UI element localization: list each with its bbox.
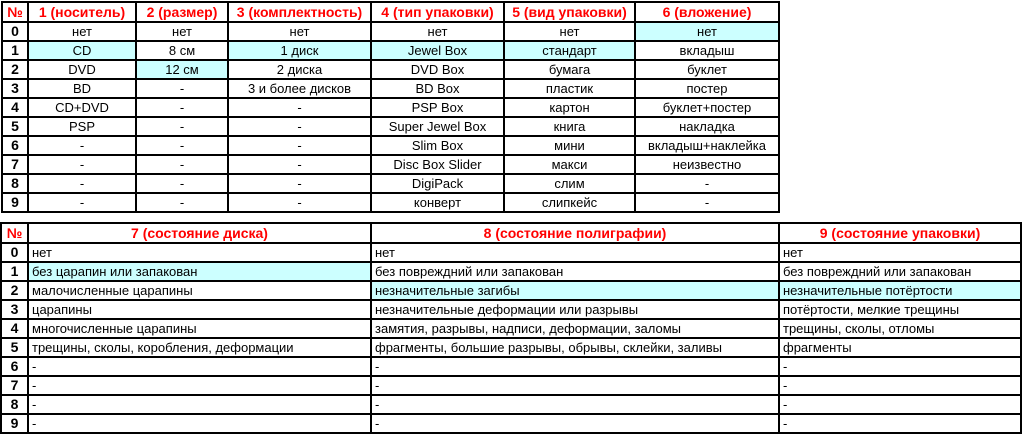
- cell: 3 и более дисков: [228, 79, 371, 98]
- cell: CD+DVD: [28, 98, 136, 117]
- table-row: [1, 376, 1021, 395]
- cell: -: [28, 395, 371, 414]
- cell: -: [779, 376, 1021, 395]
- row-number: 4: [2, 98, 28, 117]
- cell: -: [28, 155, 136, 174]
- column-header: 7 (состояние диска): [28, 223, 371, 243]
- cell: конверт: [371, 193, 504, 212]
- cell: -: [779, 414, 1021, 433]
- cell: слипкейс: [504, 193, 635, 212]
- column-header: 2 (размер): [136, 2, 228, 22]
- cell: слим: [504, 174, 635, 193]
- cell: макси: [504, 155, 635, 174]
- cell: нет: [779, 243, 1021, 262]
- media-codes-table: [1, 1, 780, 213]
- cell: BD Box: [371, 79, 504, 98]
- row-number: 2: [2, 60, 28, 79]
- row-number: 1: [1, 262, 28, 281]
- cell: -: [371, 395, 779, 414]
- row-number: 3: [2, 79, 28, 98]
- header-row: [1, 223, 1021, 243]
- cell: нет: [371, 22, 504, 41]
- cell: -: [779, 395, 1021, 414]
- highlighted-cell: CD: [28, 41, 136, 60]
- cell: -: [136, 79, 228, 98]
- row-number: 6: [1, 357, 28, 376]
- table-row: [2, 98, 779, 117]
- table-row: [2, 41, 779, 60]
- cell: -: [28, 376, 371, 395]
- cell: DVD: [28, 60, 136, 79]
- condition-codes-table-body: [1, 243, 1021, 433]
- cell: малочисленные царапины: [28, 281, 371, 300]
- cell: нет: [136, 22, 228, 41]
- cell: трещины, сколы, коробления, деформации: [28, 338, 371, 357]
- cell: трещины, сколы, отломы: [779, 319, 1021, 338]
- column-header: 6 (вложение): [635, 2, 779, 22]
- cell: 2 диска: [228, 60, 371, 79]
- table-row: [2, 79, 779, 98]
- cell: вкладыш: [635, 41, 779, 60]
- cell: -: [371, 357, 779, 376]
- cell: -: [136, 174, 228, 193]
- cell: -: [228, 174, 371, 193]
- condition-codes-table-header: [1, 223, 1021, 243]
- cell: -: [228, 136, 371, 155]
- cell: пластик: [504, 79, 635, 98]
- highlighted-cell: незначительные потёртости: [779, 281, 1021, 300]
- row-number: 5: [2, 117, 28, 136]
- cell: многочисленные царапины: [28, 319, 371, 338]
- cell: 8 см: [136, 41, 228, 60]
- row-number: 8: [1, 395, 28, 414]
- table-row: [1, 319, 1021, 338]
- cell: -: [228, 193, 371, 212]
- row-number: 7: [2, 155, 28, 174]
- cell: -: [371, 414, 779, 433]
- header-row: [2, 2, 779, 22]
- row-number: 0: [1, 243, 28, 262]
- table-row: [1, 357, 1021, 376]
- cell: -: [28, 174, 136, 193]
- cell: нет: [504, 22, 635, 41]
- row-number: 9: [1, 414, 28, 433]
- highlighted-cell: незначительные загибы: [371, 281, 779, 300]
- table-row: [2, 193, 779, 212]
- cell: бумага: [504, 60, 635, 79]
- row-number: 8: [2, 174, 28, 193]
- condition-codes-table: [0, 222, 1022, 434]
- cell: Slim Box: [371, 136, 504, 155]
- column-header: 1 (носитель): [28, 2, 136, 22]
- cell: без повреждний или запакован: [371, 262, 779, 281]
- cell: -: [28, 357, 371, 376]
- cell: накладка: [635, 117, 779, 136]
- cell: буклет+постер: [635, 98, 779, 117]
- cell: нет: [28, 22, 136, 41]
- cell: книга: [504, 117, 635, 136]
- highlighted-cell: нет: [635, 22, 779, 41]
- cell: -: [779, 357, 1021, 376]
- highlighted-cell: 12 см: [136, 60, 228, 79]
- highlighted-cell: Jewel Box: [371, 41, 504, 60]
- cell: фрагменты, большие разрывы, обрывы, склейки, заливы: [371, 338, 779, 357]
- media-codes-table-body: [2, 22, 779, 212]
- row-number: 1: [2, 41, 28, 60]
- cell: нет: [28, 243, 371, 262]
- cell: -: [28, 414, 371, 433]
- row-number-header: №: [1, 223, 28, 243]
- row-number: 6: [2, 136, 28, 155]
- row-number: 4: [1, 319, 28, 338]
- cell: незначительные деформации или разрывы: [371, 300, 779, 319]
- cell: -: [28, 136, 136, 155]
- cell: BD: [28, 79, 136, 98]
- cell: без повреждний или запакован: [779, 262, 1021, 281]
- cell: PSP Box: [371, 98, 504, 117]
- column-header: 9 (состояние упаковки): [779, 223, 1021, 243]
- cell: вкладыш+наклейка: [635, 136, 779, 155]
- cell: нет: [371, 243, 779, 262]
- cell: -: [228, 117, 371, 136]
- row-number: 2: [1, 281, 28, 300]
- cell: -: [136, 98, 228, 117]
- cell: фрагменты: [779, 338, 1021, 357]
- highlighted-cell: стандарт: [504, 41, 635, 60]
- cell: замятия, разрывы, надписи, деформации, заломы: [371, 319, 779, 338]
- cell: мини: [504, 136, 635, 155]
- highlighted-cell: 1 диск: [228, 41, 371, 60]
- column-header: 4 (тип упаковки): [371, 2, 504, 22]
- table-row: [1, 281, 1021, 300]
- cell: Disc Box Slider: [371, 155, 504, 174]
- table-row: [2, 136, 779, 155]
- cell: нет: [228, 22, 371, 41]
- cell: буклет: [635, 60, 779, 79]
- cell: -: [228, 155, 371, 174]
- row-number-header: №: [2, 2, 28, 22]
- table-row: [2, 117, 779, 136]
- row-number: 7: [1, 376, 28, 395]
- table-row: [1, 338, 1021, 357]
- table-row: [2, 155, 779, 174]
- cell: неизвестно: [635, 155, 779, 174]
- cell: картон: [504, 98, 635, 117]
- table-row: [1, 262, 1021, 281]
- cell: потёртости, мелкие трещины: [779, 300, 1021, 319]
- cell: -: [136, 193, 228, 212]
- cell: Super Jewel Box: [371, 117, 504, 136]
- cell: -: [228, 98, 371, 117]
- cell: -: [635, 174, 779, 193]
- table-row: [1, 243, 1021, 262]
- highlighted-cell: без царапин или запакован: [28, 262, 371, 281]
- column-header: 5 (вид упаковки): [504, 2, 635, 22]
- column-header: 8 (состояние полиграфии): [371, 223, 779, 243]
- cell: -: [371, 376, 779, 395]
- table-row: [1, 300, 1021, 319]
- table-row: [2, 22, 779, 41]
- row-number: 5: [1, 338, 28, 357]
- cell: DigiPack: [371, 174, 504, 193]
- table-row: [1, 395, 1021, 414]
- row-number: 0: [2, 22, 28, 41]
- cell: -: [28, 193, 136, 212]
- cell: царапины: [28, 300, 371, 319]
- cell: -: [136, 155, 228, 174]
- column-header: 3 (комплектность): [228, 2, 371, 22]
- media-codes-table-header: [2, 2, 779, 22]
- cell: -: [136, 117, 228, 136]
- table-row: [1, 414, 1021, 433]
- cell: PSP: [28, 117, 136, 136]
- cell: -: [136, 136, 228, 155]
- row-number: 9: [2, 193, 28, 212]
- cell: постер: [635, 79, 779, 98]
- table-row: [2, 174, 779, 193]
- cell: DVD Box: [371, 60, 504, 79]
- table-row: [2, 60, 779, 79]
- row-number: 3: [1, 300, 28, 319]
- cell: -: [635, 193, 779, 212]
